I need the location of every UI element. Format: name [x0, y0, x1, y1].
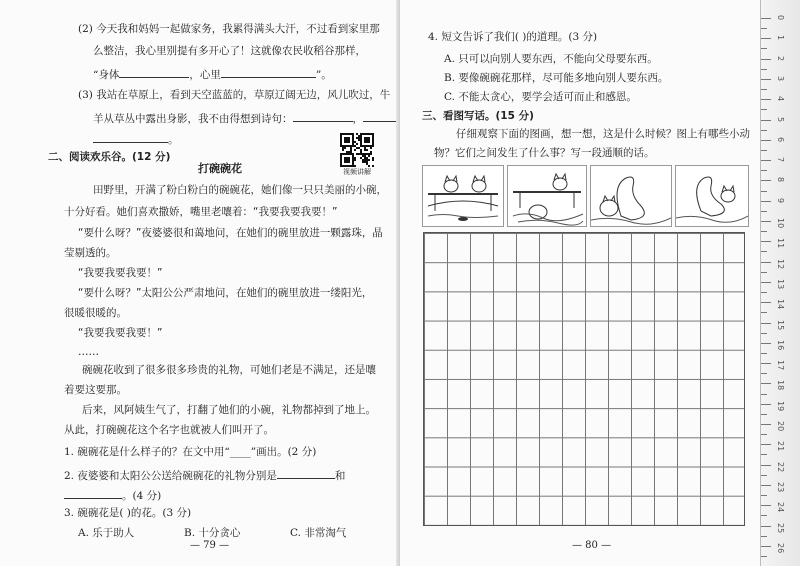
ruler-tick [761, 221, 771, 222]
ruler-number: 25 [776, 522, 785, 533]
ruler-number: 21 [776, 441, 785, 452]
ruler-tick [761, 99, 771, 100]
ruler-number: 6 [776, 136, 785, 142]
ruler-number: 24 [776, 502, 785, 513]
ruler-tick [761, 272, 767, 273]
q3-option-b[interactable]: B. 十分贪心 [184, 527, 241, 539]
ruler-number: 13 [776, 278, 785, 290]
ruler-number: 8 [776, 177, 785, 183]
q4-option-a[interactable]: A. 只可以向别人要东西，不能向父母要东西。 [444, 53, 658, 65]
q3-option-a[interactable]: A. 乐于助人 [78, 527, 135, 539]
ruler-tick [761, 38, 771, 39]
ruler-number: 16 [776, 339, 785, 350]
ruler-tick [761, 241, 771, 242]
ruler-number: 15 [776, 319, 785, 330]
ruler-number: 20 [776, 421, 785, 432]
ruler-tick [761, 485, 771, 486]
ruler-tick [761, 109, 767, 110]
ruler-tick [761, 120, 771, 121]
ruler-tick [761, 302, 771, 303]
ruler-number: 3 [776, 75, 785, 81]
ruler-tick [761, 191, 767, 192]
ruler-number: 1 [776, 35, 785, 41]
story-line: 后来，风阿姨生气了，打翻了她们的小碗，礼物都掉到了地上。 [82, 404, 376, 416]
ruler-tick [761, 251, 767, 252]
ruler-tick [761, 79, 771, 80]
section3-title: 三、看图写话。(15 分) [422, 110, 534, 122]
question-2-cont: 。(4 分) [64, 487, 161, 503]
qr-code[interactable] [340, 133, 374, 167]
ruler-number: 9 [776, 197, 785, 203]
ruler-tick [761, 292, 767, 293]
ruler-tick [761, 59, 771, 60]
ruler-tick [761, 556, 767, 557]
ruler-number: 10 [776, 218, 785, 229]
story-line: “要什么呀？”夜婆婆很和蔼地问，在她们的碗里放进一颗露珠，晶 [78, 227, 383, 239]
ruler-number: 5 [776, 116, 785, 122]
ruler-number: 14 [776, 299, 785, 310]
ruler-tick [761, 444, 771, 445]
q4-option-c[interactable]: C. 不能太贪心，要学会适可而止和感恩。 [444, 91, 637, 103]
ruler-tick [761, 201, 771, 202]
q3-line2: 羊从草丛中露出身影，我不由得想到诗句： ， [93, 110, 403, 126]
ruler-tick [761, 424, 771, 425]
ruler-tick [761, 180, 771, 181]
story-line: …… [78, 346, 99, 358]
section2-title: 二、阅读欢乐谷。(12 分) [48, 151, 171, 163]
ruler-tick [761, 312, 767, 313]
qr-caption: 视频讲解 [343, 168, 371, 176]
q3-line3: 。 [93, 131, 179, 147]
prompt-line1: 仔细观察下面的图画，想一想，这是什么时候？图上有哪些小动 [456, 128, 750, 140]
ruler-tick [761, 130, 767, 131]
question-3: 3. 碗碗花是( )的花。(3 分) [64, 507, 192, 519]
ruler-tick [761, 353, 767, 354]
story-line: 很暖很暖的。 [64, 307, 127, 319]
ruler-tick [761, 170, 767, 171]
page-number-right: — 80 — [572, 540, 612, 551]
q2-line2: 么整洁，我心里别提有多开心了！这就像农民收稻谷那样， [93, 45, 366, 57]
q2-line3: “身体 ，心里 ”。 [93, 66, 332, 82]
ruler-number: 23 [776, 481, 785, 493]
story-line: “我要我要我要！” [78, 267, 163, 279]
question-4: 4. 短文告诉了我们( )的道理。(3 分) [428, 31, 598, 43]
ruler-tick [761, 434, 767, 435]
question-1: 1. 碗碗花是什么样子的？在文中用“____”画出。(2 分) [64, 446, 317, 458]
ruler-tick [761, 515, 767, 516]
ruler [760, 0, 800, 566]
ruler-number: 26 [776, 542, 785, 553]
ruler-tick [761, 495, 767, 496]
picture-panel-4 [675, 165, 749, 227]
ruler-tick [761, 414, 767, 415]
ruler-number: 0 [776, 15, 785, 21]
ruler-tick [761, 18, 771, 19]
q3-option-c[interactable]: C. 非常淘气 [290, 527, 347, 539]
ruler-number: 11 [776, 238, 785, 249]
ruler-tick [761, 475, 767, 476]
writing-grid[interactable] [423, 232, 745, 526]
ruler-tick [761, 69, 767, 70]
ruler-tick [761, 140, 771, 141]
ruler-tick [761, 546, 771, 547]
ruler-tick [761, 333, 767, 334]
ruler-number: 17 [776, 360, 785, 371]
prompt-line2: 物？它们之间发生了什么事？写一段通顺的话。 [434, 147, 655, 159]
q2-line1: (2) 今天我和妈妈一起做家务，我累得满头大汗，不过看到家里那 [78, 23, 380, 35]
ruler-tick [761, 404, 771, 405]
story-title: 打碗碗花 [198, 162, 242, 175]
ruler-tick [761, 505, 771, 506]
story-line: 田野里，开满了粉白粉白的碗碗花，她们像一只只美丽的小碗， [93, 184, 387, 196]
ruler-number: 4 [776, 96, 785, 102]
story-line: 着要这要那。 [64, 384, 127, 396]
ruler-tick [761, 383, 771, 384]
ruler-tick [761, 363, 771, 364]
story-line: “我要我要我要！” [78, 327, 163, 339]
ruler-tick [761, 394, 767, 395]
ruler-tick [761, 28, 767, 29]
ruler-number: 7 [776, 157, 785, 163]
ruler-number: 2 [776, 55, 785, 61]
ruler-tick [761, 536, 767, 537]
ruler-tick [761, 373, 767, 374]
ruler-tick [761, 262, 771, 263]
picture-panel-1 [422, 165, 504, 227]
ruler-tick [761, 231, 767, 232]
picture-panel-3 [590, 165, 672, 227]
q3-line1: (3) 我站在草原上，看到天空蓝蓝的，草原辽阔无边，风儿吹过，牛 [78, 89, 391, 101]
story-line: 莹剔透的。 [64, 247, 117, 259]
page-number-left: — 79 — [190, 540, 230, 551]
picture-panel-2 [507, 165, 587, 227]
ruler-number: 18 [776, 380, 785, 391]
ruler-tick [761, 160, 771, 161]
ruler-tick [761, 343, 771, 344]
ruler-tick [761, 150, 767, 151]
question-2: 2. 夜婆婆和太阳公公送给碗碗花的礼物分别是 和 [64, 467, 345, 483]
q4-option-b[interactable]: B. 要像碗碗花那样，尽可能多地向别人要东西。 [444, 72, 669, 84]
ruler-tick [761, 526, 771, 527]
ruler-tick [761, 454, 767, 455]
story-line: 碗碗花收到了很多很多珍贵的礼物，可她们老是不满足，还是嚷 [82, 364, 376, 376]
ruler-number: 12 [776, 258, 785, 269]
story-line: “要什么呀？”太阳公公严肃地问，在她们的碗里放进一缕阳光， [78, 287, 373, 299]
story-line: 从此，打碗碗花这个名字也就被人们叫开了。 [64, 424, 274, 436]
story-line: 十分好看。她们喜欢撒娇，嘴里老嚷着：“我要我要我要！” [64, 206, 338, 218]
ruler-tick [761, 282, 771, 283]
ruler-number: 19 [776, 400, 785, 411]
ruler-tick [761, 465, 771, 466]
ruler-tick [761, 323, 771, 324]
ruler-number: 22 [776, 461, 785, 472]
ruler-tick [761, 89, 767, 90]
ruler-tick [761, 211, 767, 212]
ruler-tick [761, 48, 767, 49]
